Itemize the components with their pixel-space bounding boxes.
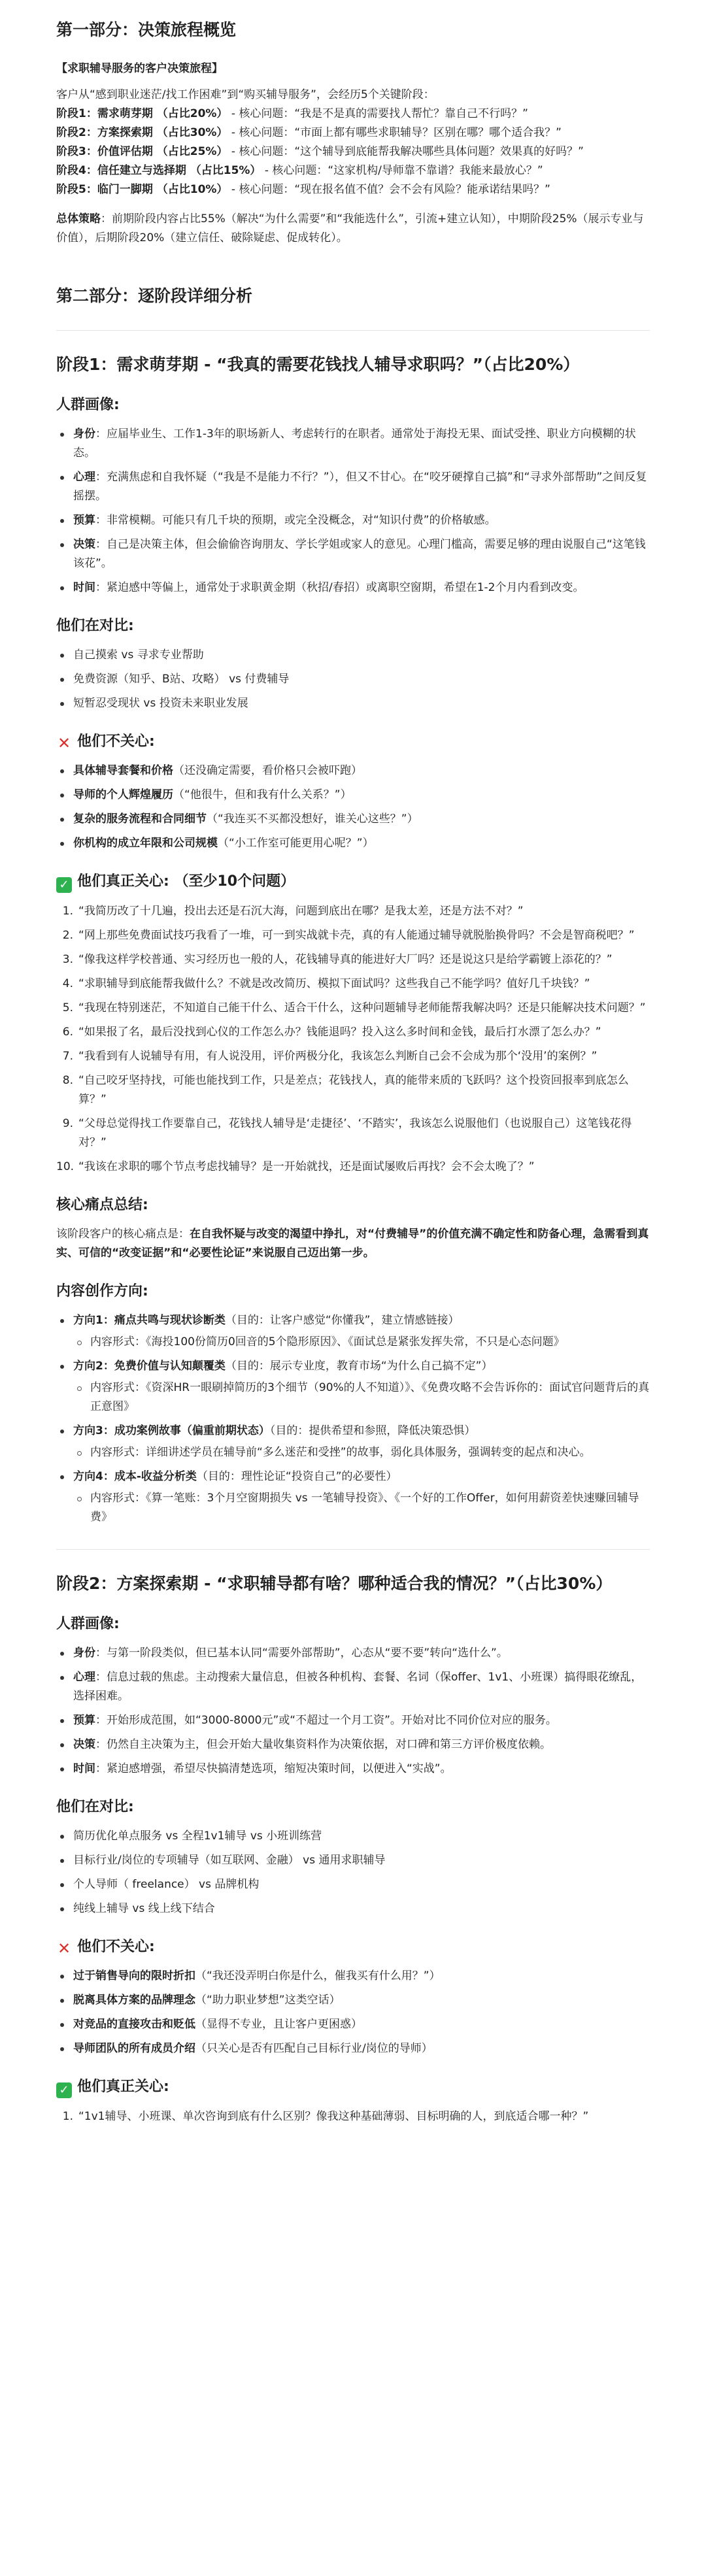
stage2-compare-heading: 他们在对比: — [56, 1799, 134, 1815]
list-item: 内容形式：《资深HR一眼刷掉简历的3个细节（90%的人不知道）》、《免费攻略不会告诉你的：面试官问题背后的真正意图》 — [73, 1379, 650, 1416]
list-item: 2. “网上那些免费面试技巧我看了一堆，可一到实战就卡壳，真的有人能通过辅导就脱胎换骨吗？不会是智商税吧？” — [62, 929, 635, 942]
list-item: 导师团队的所有成员介绍（只关心是否有匹配自己目标行业/岗位的导师） — [56, 2039, 650, 2058]
list-item: 简历优化单点服务 vs 全程1v1辅导 vs 小班训练营 — [56, 1827, 650, 1846]
stage1-content-heading: 内容创作方向: — [56, 1283, 148, 1299]
journey-stage-2: 阶段2：方案探索期 （占比30%） - 核心问题：“市面上都有哪些求职辅导？区别在哪？哪个适合我？” — [56, 126, 562, 139]
list-item: 内容形式：《算一笔账：3个月空窗期损失 vs 一笔辅导投资》、《一个好的工作Offer，如何用薪资差快速赚回辅导费》 — [73, 1489, 650, 1527]
stage1-nocare-list — [56, 761, 650, 853]
stage2-care-list — [56, 2107, 650, 2126]
stage2-compare-list — [56, 1827, 650, 1918]
check-mark-icon: ✓ — [56, 877, 72, 893]
stage1-title: 阶段1：需求萌芽期 - “我真的需要花钱找人辅导求职吗？”（占比20%） — [56, 355, 580, 374]
list-item: 方向1：痛点共鸣与现状诊断类（目的：让客户感觉“你懂我”，建立情感链接） 内容形式：《海投100份简历0回音的5个隐形原因》、《面试总是紧张发挥失常，不只是心态问题》 — [56, 1311, 650, 1352]
list-item: 导师的个人辉煌履历（“他很牛，但和我有什么关系？”） — [56, 786, 650, 805]
list-item: 预算：非常模糊。可能只有几千块的预期，或完全没概念，对“知识付费”的价格敏感。 — [56, 511, 650, 530]
stage1-care-list — [56, 902, 650, 1177]
list-item: 方向4：成本-收益分析类（目的：理性论证“投资自己”的必要性） 内容形式：《算一笔账：3个月空窗期损失 vs 一笔辅导投资》、《一个好的工作Offer，如何用薪资差快速赚回辅导费》 — [56, 1467, 650, 1527]
journey-stage-4: 阶段4：信任建立与选择期 （占比15%） - 核心问题：“这家机构/导师靠不靠谱？我能来最放心？” — [56, 164, 543, 177]
list-item: 预算：开始形成范围，如“3000-8000元”或“不超过一个月工资”。开始对比不同价位对应的服务。 — [56, 1711, 650, 1730]
check-mark-icon: ✓ — [56, 2083, 72, 2098]
cross-mark-icon: ✕ — [57, 1939, 71, 1958]
list-item: 10. “我该在求职的哪个节点考虑找辅导？是一开始就找，还是面试屡败后再找？会不会太晚了？” — [56, 1160, 535, 1173]
list-item: 内容形式：详细讲述学员在辅导前“多么迷茫和受挫”的故事，弱化具体服务，强调转变的起点和决心。 — [73, 1443, 650, 1462]
list-item: 目标行业/岗位的专项辅导（如互联网、金融） vs 通用求职辅导 — [56, 1851, 650, 1870]
stage1-persona-list — [56, 425, 650, 597]
journey-stage-1: 阶段1：需求萌芽期 （占比20%） - 核心问题：“我是不是真的需要找人帮忙？靠自己不行吗？” — [56, 107, 528, 120]
stage1-compare-list — [56, 646, 650, 713]
list-item: 决策：仍然自主决策为主，但会开始大量收集资料作为决策依据，对口碑和第三方评价极度依赖。 — [56, 1735, 650, 1754]
list-item: 7. “我看到有人说辅导有用，有人说没用，评价两极分化，我该怎么判断自己会不会成为那个‘没用’的案例？” — [62, 1050, 597, 1063]
stage1-nocare-heading: ✕ 他们不关心: — [57, 733, 155, 752]
list-item: 决策：自己是决策主体，但会偷偷咨询朋友、学长学姐或家人的意见。心理门槛高，需要足够的理由说服自己“这笔钱该花”。 — [56, 535, 650, 573]
journey-heading: 【求职辅导服务的客户决策旅程】 — [56, 62, 223, 75]
stage2-persona-list — [56, 1644, 650, 1779]
list-item: 脱离具体方案的品牌理念（“助力职业梦想”这类空话） — [56, 1991, 650, 2010]
list-item: 复杂的服务流程和合同细节（“我连买不买都没想好，谁关心这些？”） — [56, 810, 650, 829]
list-item: 心理：信息过载的焦虑。主动搜索大量信息，但被各种机构、套餐、名词（保offer、1v1、小班课）搞得眼花缭乱，选择困难。 — [56, 1668, 650, 1706]
divider — [56, 1549, 650, 1550]
list-item: 1. “1v1辅导、小班课、单次咨询到底有什么区别？像我这种基础薄弱、目标明确的人，到底适合哪一种？” — [62, 2110, 589, 2123]
list-item: 纯线上辅导 vs 线上线下结合 — [56, 1899, 650, 1918]
overall-strategy: 总体策略：前期阶段内容占比55%（解决“为什么需要”和“我能选什么”，引流+建立认知），中期阶段25%（展示专业与价值），后期阶段20%（建立信任、破除疑虑、促成转化）。 — [56, 212, 644, 244]
part2-title: 第二部分：逐阶段详细分析 — [56, 286, 253, 305]
stage2-nocare-heading: ✕ 他们不关心: — [57, 1939, 155, 1958]
stage2-title: 阶段2：方案探索期 - “求职辅导都有啥？哪种适合我的情况？”（占比30%） — [56, 1574, 613, 1593]
list-item: 心理：充满焦虑和自我怀疑（“我是不是能力不行？”），但又不甘心。在“咬牙硬撑自己搞”和“寻求外部帮助”之间反复摇摆。 — [56, 468, 650, 506]
stage2-persona-heading: 人群画像: — [56, 1616, 120, 1632]
list-item: 6. “如果报了名，最后没找到心仪的工作怎么办？钱能退吗？投入这么多时间和金钱，最后打水漂了怎么办？” — [62, 1026, 601, 1039]
divider — [56, 330, 650, 331]
list-item: 方向2：免费价值与认知颠覆类（目的：展示专业度，教育市场“为什么自己搞不定”） 内容形式：《资深HR一眼刷掉简历的3个细节（90%的人不知道）》、《免费攻略不会告诉你的：面试官问题背后的真正意图》 — [56, 1357, 650, 1416]
list-item: 时间：紧迫感中等偏上，通常处于求职黄金期（秋招/春招）或离职空窗期，希望在1-2个月内看到改变。 — [56, 578, 650, 597]
list-item: 个人导师（ freelance） vs 品牌机构 — [56, 1875, 650, 1894]
list-item: 时间：紧迫感增强，希望尽快搞清楚选项，缩短决策时间，以便进入“实战”。 — [56, 1760, 650, 1779]
list-item: 3. “像我这样学校普通、实习经历也一般的人，花钱辅导真的能进好大厂吗？还是说这只是给学霸镀上添花的？” — [62, 953, 613, 966]
list-item: 具体辅导套餐和价格（还没确定需要，看价格只会被吓跑） — [56, 761, 650, 780]
list-item: 对竞品的直接攻击和贬低（显得不专业，且让客户更困惑） — [56, 2015, 650, 2034]
stage2-nocare-list — [56, 1967, 650, 2058]
list-item: 内容形式：《海投100份简历0回音的5个隐形原因》、《面试总是紧张发挥失常，不只是心态问题》 — [73, 1333, 650, 1352]
list-item: 方向3：成功案例故事（偏重前期状态）（目的：提供希望和参照，降低决策恐惧） 内容形式：详细讲述学员在辅导前“多么迷茫和受挫”的故事，弱化具体服务，强调转变的起点和决心。 — [56, 1422, 650, 1462]
stage1-care-heading: ✓ 他们真正关心: （至少10个问题） — [56, 871, 650, 893]
list-item: 过于销售导向的限时折扣（“我还没弄明白你是什么，催我买有什么用？”） — [56, 1967, 650, 1986]
stage1-pain-heading: 核心痛点总结: — [56, 1197, 148, 1213]
stage1-pain-text: 该阶段客户的核心痛点是：在自我怀疑与改变的渴望中挣扎，对“付费辅导”的价值充满不确定性和防备心理，急需看到真实、可信的“改变证据”和“必要性论证”来说服自己迈出第一步。 — [56, 1228, 649, 1260]
stage2-care-heading: ✓ 他们真正关心: — [56, 2077, 650, 2098]
list-item: 身份：与第一阶段类似，但已基本认同“需要外部帮助”，心态从“要不要”转向“选什么”。 — [56, 1644, 650, 1663]
stage1-compare-heading: 他们在对比: — [56, 618, 134, 634]
list-item: 8. “自己咬牙坚持找，可能也能找到工作，只是差点；花钱找人，真的能带来质的飞跃吗？这个投资回报率到底怎么算？” — [62, 1074, 629, 1106]
journey-stage-5: 阶段5：临门一脚期 （占比10%） - 核心问题：“现在报名值不值？会不会有风险？能承诺结果吗？” — [56, 183, 550, 196]
list-item: 5. “我现在特别迷茫，不知道自己能干什么、适合干什么，这种问题辅导老师能帮我解决吗？还是只能解决技术问题？” — [62, 1001, 646, 1014]
journey-intro: 客户从“感到职业迷茫/找工作困难”到“购买辅导服务”，会经历5个关键阶段： — [56, 88, 435, 101]
list-item: 短暂忍受现状 vs 投资未来职业发展 — [56, 694, 650, 713]
list-item: 9. “父母总觉得找工作要靠自己，花钱找人辅导是‘走捷径’、‘不踏实’，我该怎么说服他们（也说服自己）这笔钱花得对？” — [62, 1117, 632, 1149]
list-item: 免费资源（知乎、B站、攻略） vs 付费辅导 — [56, 670, 650, 689]
list-item: 自己摸索 vs 寻求专业帮助 — [56, 646, 650, 665]
list-item: 1. “我简历改了十几遍，投出去还是石沉大海，问题到底出在哪？是我太差，还是方法不对？” — [62, 905, 524, 918]
journey-stage-3: 阶段3：价值评估期 （占比25%） - 核心问题：“这个辅导到底能帮我解决哪些具体问题？效果真的好吗？” — [56, 145, 584, 158]
stage1-content-list — [56, 1311, 650, 1527]
list-item: 4. “求职辅导到底能帮我做什么？不就是改改简历、模拟下面试吗？这些我自己不能学吗？值好几千块钱？” — [62, 977, 590, 990]
list-item: 身份：应届毕业生、工作1-3年的职场新人、考虑转行的在职者。通常处于海投无果、面试受挫、职业方向模糊的状态。 — [56, 425, 650, 463]
cross-mark-icon: ✕ — [57, 734, 71, 752]
part1-title: 第一部分：决策旅程概览 — [56, 20, 237, 39]
stage1-persona-heading: 人群画像: — [56, 397, 120, 413]
list-item: 你机构的成立年限和公司规模（“小工作室可能更用心呢？”） — [56, 834, 650, 853]
